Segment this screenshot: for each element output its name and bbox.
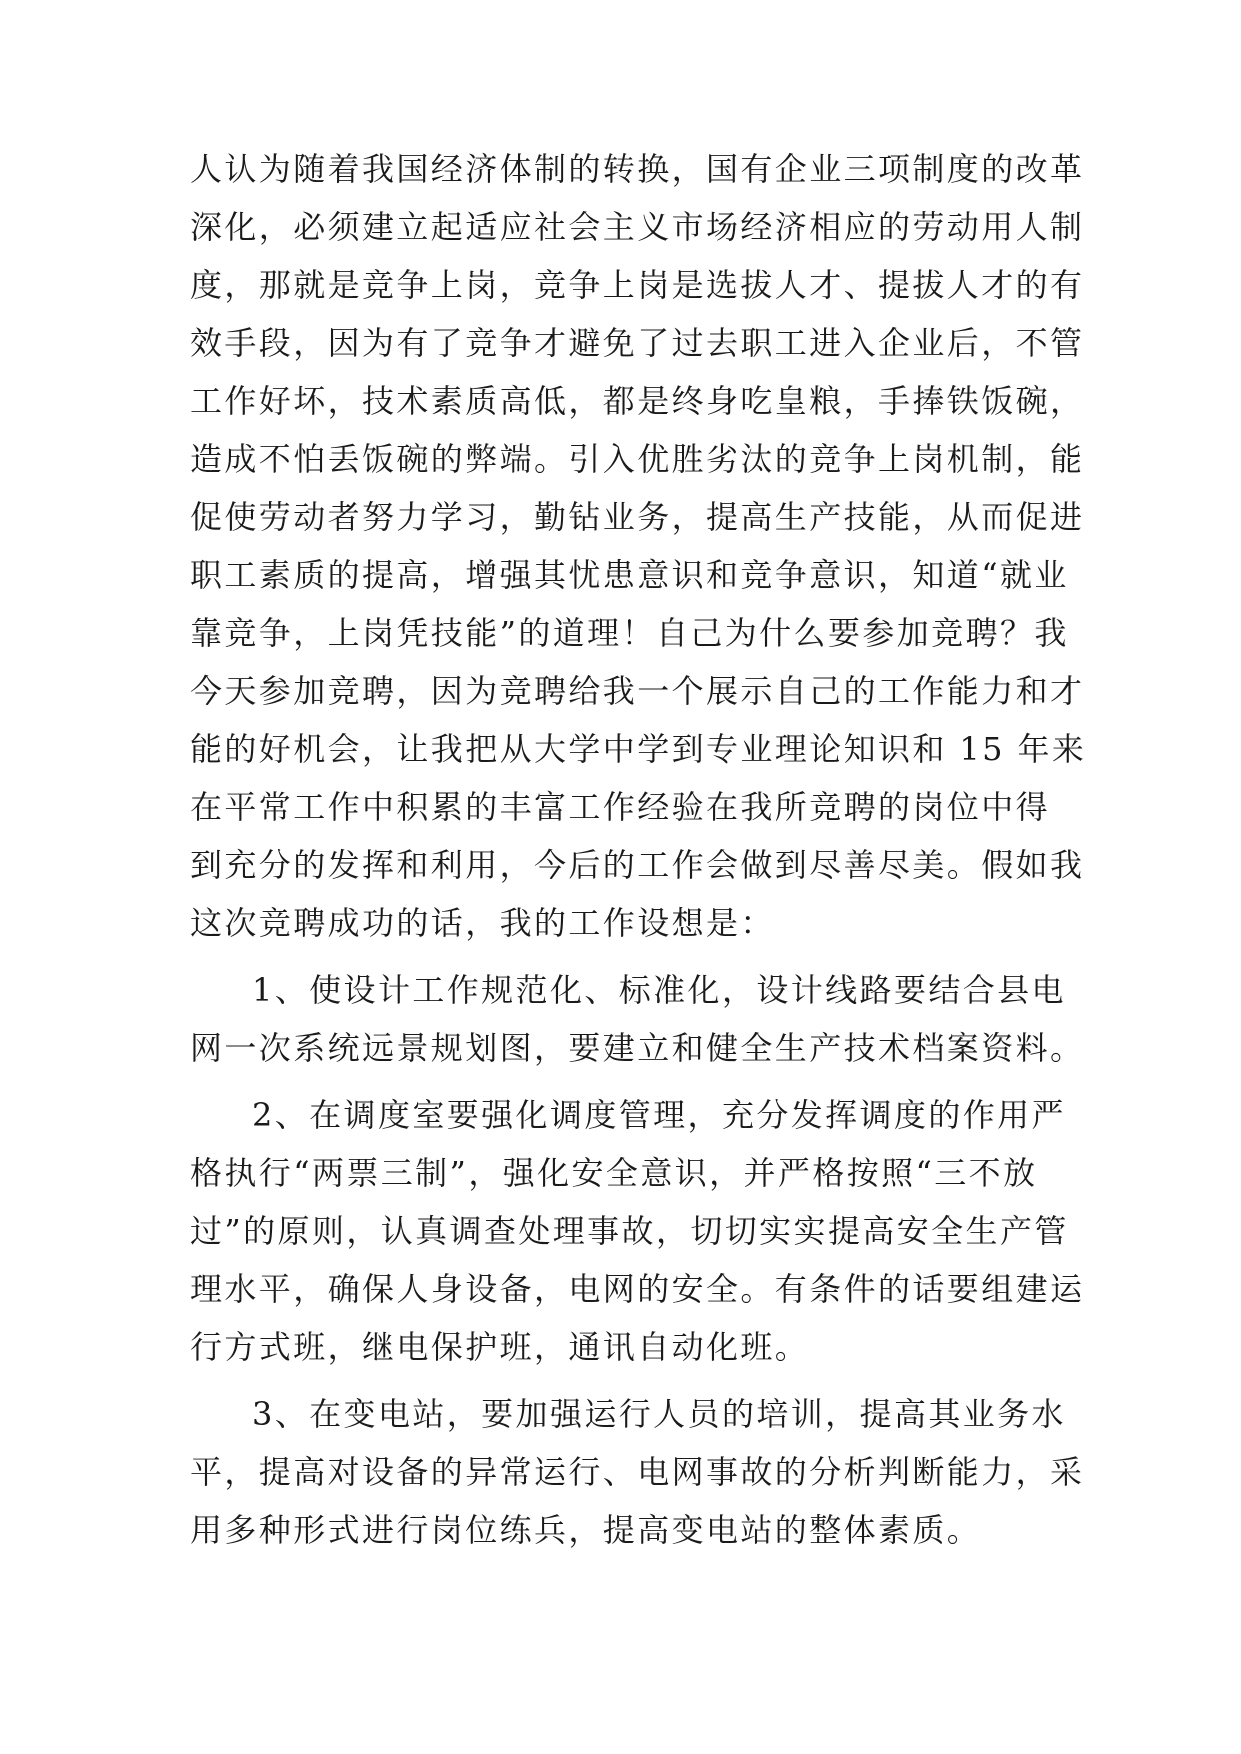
text-line: 网一次系统远景规划图，要建立和健全生产技术档案资料。 (190, 1029, 1085, 1067)
text-line: 能的好机会，让我把从大学中学到专业理论知识和 15 年来 (190, 730, 1087, 768)
text-line: 平，提高对设备的异常运行、电网事故的分析判断能力，采 (190, 1453, 1085, 1491)
text-line: 2、在调度室要强化调度管理，充分发挥调度的作用严 (252, 1096, 1066, 1134)
text-line: 深化，必须建立起适应社会主义市场经济相应的劳动用人制 (190, 208, 1085, 246)
text-line: 度，那就是竞争上岗，竞争上岗是选拔人才、提拔人才的有 (190, 266, 1085, 304)
text-line: 到充分的发挥和利用，今后的工作会做到尽善尽美。假如我 (190, 846, 1085, 884)
text-line: 3、在变电站，要加强运行人员的培训，提高其业务水 (252, 1395, 1066, 1433)
text-line: 理水平，确保人身设备，电网的安全。有条件的话要组建运 (190, 1270, 1085, 1308)
text-line: 效手段，因为有了竞争才避免了过去职工进入企业后，不管 (190, 324, 1085, 362)
text-line: 过”的原则，认真调查处理事故，切切实实提高安全生产管 (190, 1212, 1069, 1250)
text-line: 促使劳动者努力学习，勤钻业务，提高生产技能，从而促进 (190, 498, 1085, 536)
text-line: 今天参加竞聘，因为竞聘给我一个展示自己的工作能力和才 (190, 672, 1085, 710)
text-line: 造成不怕丢饭碗的弊端。引入优胜劣汰的竞争上岗机制，能 (190, 440, 1085, 478)
text-line: 靠竞争，上岗凭技能”的道理！自己为什么要参加竞聘？我 (190, 614, 1069, 652)
text-line: 用多种形式进行岗位练兵，提高变电站的整体素质。 (190, 1511, 982, 1549)
text-line: 行方式班，继电保护班，通讯自动化班。 (190, 1328, 810, 1366)
text-line: 在平常工作中积累的丰富工作经验在我所竞聘的岗位中得 (190, 788, 1051, 826)
text-line: 这次竞聘成功的话，我的工作设想是： (190, 904, 775, 942)
text-line: 工作好坏，技术素质高低，都是终身吃皇粮，手捧铁饭碗， (190, 382, 1085, 420)
text-line: 职工素质的提高，增强其忧患意识和竞争意识，知道“就业 (190, 556, 1069, 594)
text-line: 人认为随着我国经济体制的转换，国有企业三项制度的改革 (190, 150, 1085, 188)
text-line: 1、使设计工作规范化、标准化，设计线路要结合县电 (252, 971, 1066, 1009)
text-line: 格执行“两票三制”，强化安全意识，并严格按照“三不放 (190, 1154, 1038, 1192)
